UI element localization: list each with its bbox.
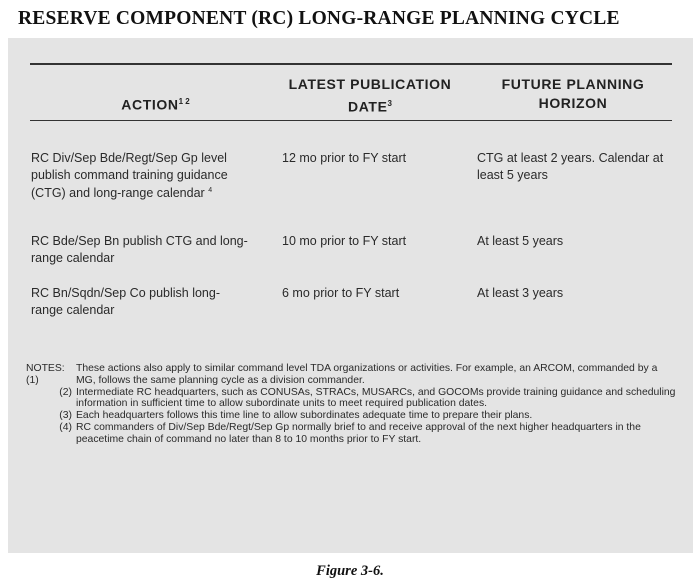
row-3-action: RC Bn/Sqdn/Sep Co publish long-range calendar — [31, 286, 221, 317]
header-publication-footnote-mark: 3 — [387, 99, 392, 108]
row-2-horizon: At least 5 years — [477, 234, 564, 248]
row-3-date: 6 mo prior to FY start — [282, 286, 400, 300]
note-2-text: Intermediate RC headquarters, such as CONUSAs, STRACs, MUSARCs, and GOCOMs provide training guidance and scheduling information in sufficient time to allow subordinate units to meet required publication dates. — [76, 386, 676, 410]
notes-label: NOTES: — [26, 363, 65, 374]
table-top-rule — [30, 63, 672, 65]
table-header-rule — [30, 120, 672, 121]
header-action-label: ACTION — [121, 96, 179, 113]
note-1-text: These actions also apply to similar command level TDA organizations or activities. For example, an ARCOM, commanded by a MG, follows the same planning cycle as a division commander. — [76, 363, 658, 386]
row-1-action-text: RC Div/Sep Bde/Regt/Sep Gp level publish command training guidance (CTG) and long-range calendar — [31, 151, 228, 201]
note-3 — [26, 410, 676, 422]
row-1-horizon: CTG at least 2 years. Calendar at least 5 years — [477, 151, 664, 182]
header-publication-line1: LATEST PUBLICATION — [288, 76, 452, 92]
header-future-line2: HORIZON — [538, 95, 608, 111]
header-future-horizon — [478, 75, 668, 113]
note-1-number: (1) — [26, 374, 39, 386]
note-4-text: RC commanders of Div/Sep Bde/Regt/Sep Gp normally brief to and receive approval of the next higher headquarters in the peacetime chain of command no later than 8 to 10 months prior to FY start. — [76, 421, 641, 445]
header-publication-line2: DATE — [348, 98, 388, 115]
header-action-footnote-marks: 1 2 — [178, 97, 190, 106]
row-2-action: RC Bde/Sep Bn publish CTG and long-range calendar — [31, 234, 248, 265]
note-4-number: (4) — [59, 421, 72, 433]
note-1 — [26, 363, 676, 387]
row-1-footnote-mark: 4 — [208, 187, 213, 194]
notes — [26, 363, 676, 446]
page-title: RESERVE COMPONENT (RC) LONG-RANGE PLANNING CYCLE — [18, 8, 620, 29]
row-2-date: 10 mo prior to FY start — [282, 234, 407, 248]
header-publication-date — [270, 75, 470, 117]
header-action — [88, 92, 223, 115]
row-1-date: 12 mo prior to FY start — [282, 151, 407, 165]
row-3-horizon: At least 3 years — [477, 286, 564, 300]
note-4 — [26, 422, 676, 446]
note-2 — [26, 387, 676, 411]
figure-caption: Figure 3-6. — [316, 563, 384, 579]
note-3-number: (3) — [59, 410, 72, 422]
header-future-line1: FUTURE PLANNING — [501, 76, 645, 92]
note-3-text: Each headquarters follows this time line to allow subordinates adequate time to prepare their plans. — [76, 410, 533, 422]
row-1-action — [31, 150, 259, 202]
note-2-number: (2) — [59, 386, 72, 398]
